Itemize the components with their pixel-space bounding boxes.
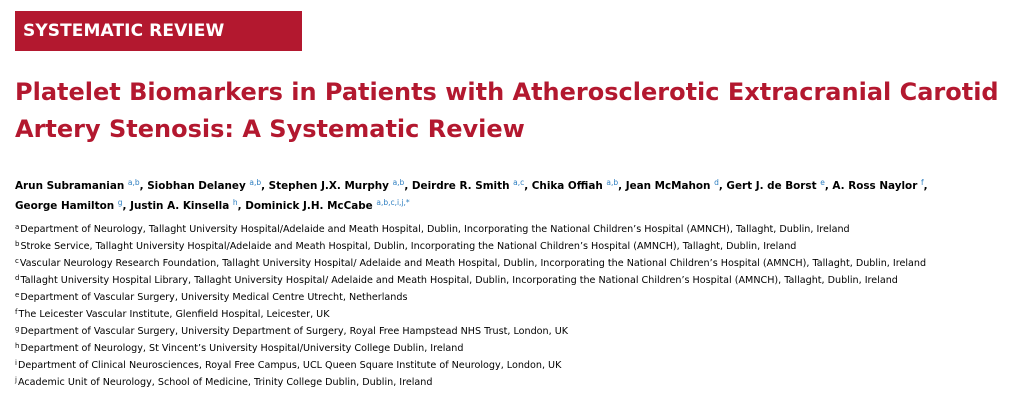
- author-affiliation-link[interactable]: e: [820, 178, 825, 187]
- affiliation-letter: e: [15, 291, 20, 299]
- author-name: Justin A. Kinsella: [130, 200, 230, 212]
- affiliation-item: [15, 221, 1025, 238]
- author: [15, 180, 140, 192]
- affiliation-letter: i: [15, 359, 17, 367]
- affiliation-item: [15, 374, 1025, 391]
- author: [130, 200, 238, 212]
- author: [412, 180, 524, 192]
- affiliation-item: [15, 272, 1025, 289]
- affiliation-letter: a: [15, 223, 20, 231]
- section-badge: [15, 11, 302, 51]
- affiliation-text: Academic Unit of Neurology, School of Medicine, Trinity College Dublin, Dublin, Ireland: [17, 377, 433, 388]
- affiliation-letter: h: [15, 342, 20, 350]
- author-affiliation-link[interactable]: a,b: [606, 178, 619, 187]
- affiliation-item: [15, 306, 1025, 323]
- affiliation-letter: c: [15, 257, 19, 265]
- author-name: Dominick J.H. McCabe: [245, 200, 373, 212]
- affiliation-item: [15, 340, 1025, 357]
- author-affiliation-link[interactable]: a,b: [392, 178, 405, 187]
- author-name: A. Ross Naylor: [832, 180, 918, 192]
- author: [15, 200, 123, 212]
- author-affiliation-link[interactable]: h: [232, 198, 238, 207]
- affiliation-text: Tallaght University Hospital Library, Tallaght University Hospital/ Adelaide and Meath Hospital, Dublin, Incorporating the National Children’s Hospital (AMNCH), Tallaght, Dublin, Ireland: [20, 275, 898, 286]
- section-label: SYSTEMATIC REVIEW: [23, 21, 225, 41]
- author-name: George Hamilton: [15, 200, 115, 212]
- author-affiliation-link[interactable]: g: [117, 198, 123, 207]
- affiliation-list: [15, 221, 1025, 391]
- affiliation-text: The Leicester Vascular Institute, Glenfield Hospital, Leicester, UK: [18, 309, 330, 320]
- author-affiliation-link[interactable]: a,c: [513, 178, 525, 187]
- author-name: Siobhan Delaney: [147, 180, 246, 192]
- affiliation-item: [15, 323, 1025, 340]
- author: [726, 180, 824, 192]
- affiliation-text: Department of Clinical Neurosciences, Royal Free Campus, UCL Queen Square Institute of Neurology, London, UK: [17, 360, 562, 371]
- affiliation-text: Department of Vascular Surgery, University Medical Centre Utrecht, Netherlands: [20, 292, 408, 303]
- article-title-line2: Artery Stenosis: A Systematic Review: [15, 115, 525, 143]
- author-affiliation-link[interactable]: a,b,c,i,j,*: [376, 198, 410, 207]
- affiliation-text: Department of Vascular Surgery, University Department of Surgery, Royal Free Hampstead NHS Trust, London, UK: [20, 326, 569, 337]
- affiliation-item: [15, 289, 1025, 306]
- affiliation-item: [15, 238, 1025, 255]
- affiliation-letter: g: [15, 325, 20, 333]
- affiliation-text: Department of Neurology, St Vincent’s University Hospital/University College Dublin, Ireland: [20, 343, 464, 354]
- author: [245, 200, 409, 212]
- author-name: Chika Offiah: [531, 180, 603, 192]
- article-title-line1: Platelet Biomarkers in Patients with Atherosclerotic Extracranial Carotid: [15, 78, 999, 106]
- affiliation-letter: f: [15, 308, 18, 316]
- article-title: [15, 74, 1015, 148]
- affiliation-text: Stroke Service, Tallaght University Hospital/Adelaide and Meath Hospital, Dublin, Incorporating the National Children’s Hospital (AMNCH), Tallaght, Dublin, Ireland: [20, 241, 797, 252]
- affiliation-letter: b: [15, 240, 20, 248]
- author-affiliation-link[interactable]: f: [920, 178, 924, 187]
- affiliation-letter: j: [15, 376, 17, 384]
- author: [832, 180, 923, 192]
- author: [532, 180, 618, 192]
- author-name: Jean McMahon: [625, 180, 711, 192]
- author: [626, 180, 719, 192]
- author-name: Deirdre R. Smith: [411, 180, 510, 192]
- affiliation-text: Department of Neurology, Tallaght University Hospital/Adelaide and Meath Hospital, Dublin, Incorporating the National Children’s Hospital (AMNCH), Tallaght, Dublin, Ireland: [20, 224, 850, 235]
- affiliation-letter: d: [15, 274, 20, 282]
- author-affiliation-link[interactable]: a,b: [249, 178, 262, 187]
- author-name: Arun Subramanian: [15, 180, 125, 192]
- affiliation-item: [15, 255, 1025, 272]
- author-affiliation-link[interactable]: a,b: [127, 178, 140, 187]
- author-name: Gert J. de Borst: [726, 180, 817, 192]
- affiliation-item: [15, 357, 1025, 374]
- author-list: Arun Subramanian $^{a,b}$, Siobhan Delaney $^{a,b}$, Stephen J.X. Murphy $^{a,b}$, Deirdre R. Smith $^{a,c}$, Chika Offiah $^{a,b}$, Jean McMahon $^d$, Gert J. de Borst $^e$, A. Ross Naylor $^f$, George Hamilton $^g$, Justin A. Kinsella $^h$, Dominick J.H. McCabe $^{a,b,c,i,j,*}$: [15, 178, 928, 212]
- author: [269, 180, 405, 192]
- affiliation-text: Vascular Neurology Research Foundation, Tallaght University Hospital/ Adelaide and Meath Hospital, Dublin, Incorporating the National Children’s Hospital (AMNCH), Tallaght, Dublin, Ireland: [19, 258, 927, 269]
- author: [147, 180, 261, 192]
- author-name: Stephen J.X. Murphy: [268, 180, 389, 192]
- author-affiliation-link[interactable]: d: [714, 178, 719, 187]
